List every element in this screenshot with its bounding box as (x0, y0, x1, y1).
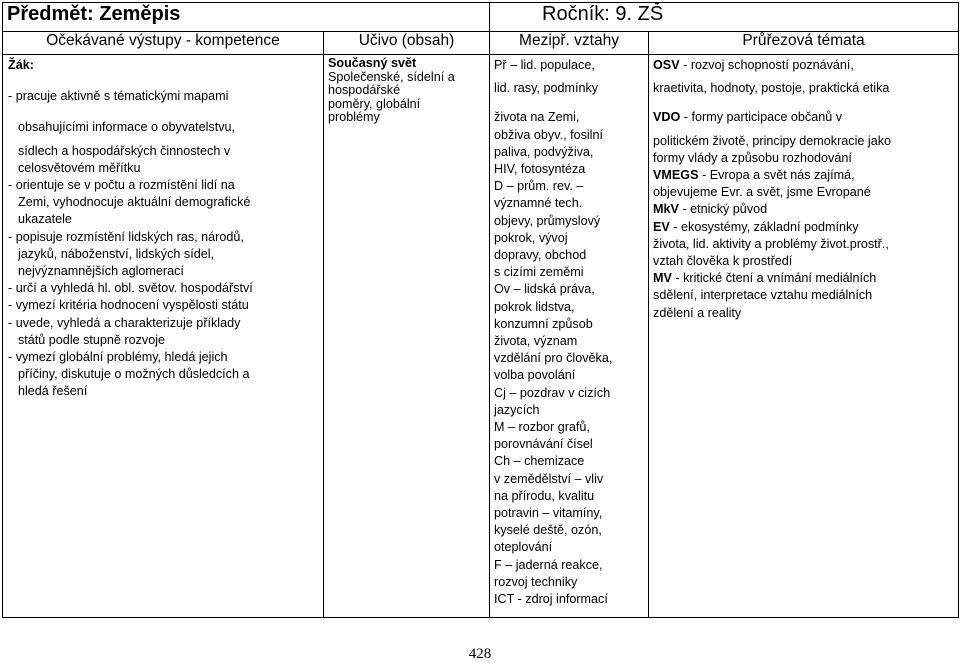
cross-subject-list (494, 57, 644, 608)
cross-subject-line: potravin – vitamíny, (494, 506, 603, 521)
cross-subject-line: Cj – pozdrav v cizích (494, 385, 611, 400)
theme-text: - etnický původ (678, 202, 768, 217)
cross-subject-line: pokrok, vývoj (494, 230, 568, 245)
theme-text: - Evropa a svět nás zajímá, (698, 168, 855, 183)
theme-line (653, 167, 954, 184)
theme-text: zdělení a reality (653, 305, 742, 320)
outcome-line: sídlech a hospodářských činnostech v (18, 143, 231, 158)
outcomes-label: Žák: (8, 58, 34, 72)
outcome-line: celosvětovém měřítku (18, 160, 141, 175)
outcome-line: - vymezí globální problémy, hledá jejich (8, 350, 228, 365)
outcome-line: - vymezí kritéria hodnocení vyspělosti státu (8, 298, 249, 313)
cross-subject-line: v zemědělství – vliv (494, 471, 604, 486)
outcomes-list (8, 88, 319, 400)
content-line: Společenské, sídelní a (328, 69, 455, 84)
theme-text: objevujeme Evr. a svět, jsme Evropané (653, 185, 871, 200)
column-header-cross-subject: Mezipř. vztahy (490, 32, 649, 55)
cross-subject-line: D – prům. rev. – (494, 179, 584, 194)
theme-code: VMEGS (653, 168, 699, 183)
theme-line (653, 305, 954, 322)
cross-subject-line: ICT - zdroj informací (494, 592, 608, 607)
cross-subject-line: Př – lid. populace, (494, 58, 595, 72)
outcome-line: hledá řešení (18, 384, 88, 399)
theme-text: vztah člověka k prostředí (653, 254, 793, 269)
curriculum-table (2, 2, 959, 618)
theme-text: kraetivita, hodnoty, postoje, praktická etika (653, 81, 890, 96)
theme-code: MV (653, 271, 672, 286)
theme-line (653, 201, 954, 218)
cross-subject-line: na přírodu, kvalitu (494, 488, 595, 503)
theme-line (653, 109, 954, 126)
theme-text: - rozvoj schopností poznávání, (679, 58, 854, 72)
content-row (3, 55, 959, 618)
theme-code: OSV (653, 58, 680, 72)
content-line: hospodářské (328, 83, 401, 98)
theme-text: života, lid. aktivity a problémy život.prostř., (653, 236, 889, 251)
cross-subject-line: paliva, podvýživa, (494, 144, 594, 159)
themes-cell (649, 55, 959, 618)
cross-subject-line: konzumní způsob (494, 316, 593, 331)
theme-text: formy vlády a způsobu rozhodování (653, 150, 852, 165)
theme-line (653, 253, 954, 270)
cross-subject-line: HIV, fotosyntéza (494, 162, 586, 177)
theme-code: VDO (653, 110, 681, 125)
theme-code: EV (653, 219, 670, 234)
content-cell (324, 55, 490, 618)
outcome-line: - uvede, vyhledá a charakterizuje příklady (8, 315, 241, 330)
column-header-themes: Průřezová témata (649, 32, 959, 55)
content-line: problémy (328, 110, 380, 125)
theme-text: - ekosystémy, základní podmínky (669, 219, 859, 234)
outcomes-cell (3, 55, 324, 618)
cross-subject-line: rozvoj techniky (494, 574, 578, 589)
outcome-line: nejvýznamnějších aglomerací (18, 264, 184, 279)
cross-subject-line: M – rozbor grafů, (494, 420, 590, 435)
title-row (3, 3, 959, 32)
content-line: poměry, globální (328, 96, 421, 111)
outcome-line: obsahujícími informace o obyvatelstvu, (18, 120, 235, 135)
page-number: 428 (468, 646, 492, 662)
theme-line (653, 287, 954, 304)
cross-subject-line: F – jaderná reakce, (494, 557, 603, 572)
theme-line (653, 184, 954, 201)
theme-code: MkV (653, 202, 679, 217)
themes-list (653, 57, 954, 322)
outcome-line: jazyků, náboženství, lidských sídel, (18, 246, 214, 261)
theme-line (653, 270, 954, 287)
outcome-line: - pracuje aktivně s tématickými mapami (8, 89, 229, 104)
cross-subject-line: jazycích (494, 402, 540, 417)
theme-line (653, 80, 954, 97)
cross-subject-line: kyselé deště, ozón, (494, 523, 602, 538)
cross-subject-line: života, význam (494, 334, 578, 349)
cross-subject-line: Ov – lidská práva, (494, 282, 595, 297)
outcome-line: Zemi, vyhodnocuje aktuální demografické (18, 195, 251, 210)
content-heading: Současný svět (328, 56, 417, 70)
cross-subject-line: Ch – chemizace (494, 454, 585, 469)
cross-subject-line: života na Zemi, (494, 110, 580, 125)
column-header-row (3, 32, 959, 55)
grade-title: Ročník: 9. ZŠ (490, 3, 959, 32)
cross-subject-cell (490, 55, 649, 618)
outcome-line: příčiny, diskutuje o možných důsledcích a (18, 367, 250, 382)
cross-subject-line: obživa obyv., fosilní (494, 127, 603, 142)
theme-text: - formy participace občanů v (680, 110, 843, 125)
theme-text: politickém životě, principy demokracie jako (653, 133, 891, 148)
cross-subject-line: dopravy, obchod (494, 248, 587, 263)
cross-subject-line: s cizími zeměmi (494, 265, 584, 280)
outcome-line: států podle stupně rozvoje (18, 332, 166, 347)
outcome-line: - určí a vyhledá hl. obl. světov. hospodářství (8, 281, 253, 296)
outcome-line: ukazatele (18, 212, 72, 227)
cross-subject-line: vzdělání pro člověka, (494, 351, 613, 366)
theme-text: sdělení, interpretace vztahu mediálních (653, 288, 873, 303)
column-header-outcomes: Očekávané výstupy - kompetence (3, 32, 324, 55)
outcome-line: - popisuje rozmístění lidských ras, národů, (8, 229, 244, 244)
cross-subject-line: objevy, průmyslový (494, 213, 601, 228)
theme-line (653, 133, 954, 150)
cross-subject-line: pokrok lidstva, (494, 299, 575, 314)
cross-subject-line: porovnávání čísel (494, 437, 593, 452)
theme-text: - kritické čtení a vnímání mediálních (671, 271, 877, 286)
theme-line (653, 236, 954, 253)
outcome-line: - orientuje se v počtu a rozmístění lidí na (8, 178, 235, 193)
subject-title: Předmět: Zeměpis (3, 3, 490, 32)
theme-line (653, 219, 954, 236)
cross-subject-line: významné tech. (494, 196, 583, 211)
cross-subject-line: lid. rasy, podmínky (494, 81, 599, 96)
cross-subject-line: oteplování (494, 540, 553, 555)
theme-line (653, 57, 954, 74)
cross-subject-line: volba povolání (494, 368, 576, 383)
column-header-content: Učivo (obsah) (324, 32, 490, 55)
theme-line (653, 150, 954, 167)
